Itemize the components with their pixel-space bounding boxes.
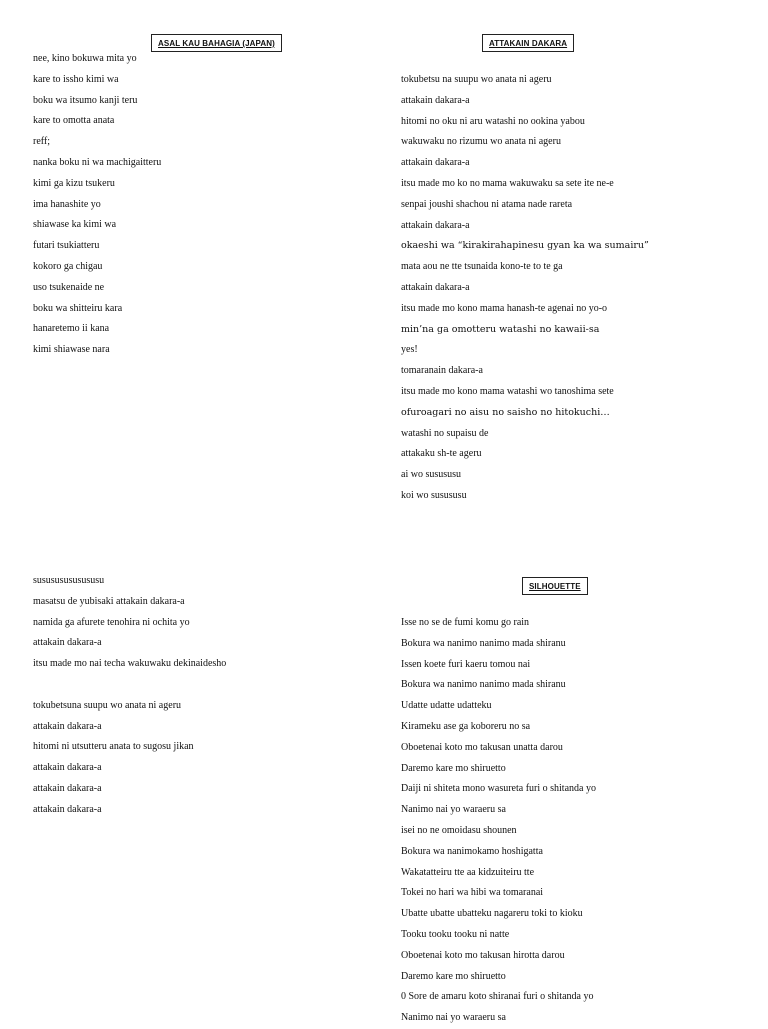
lyric-line: okaeshi wa “kirakirahapinesu gyan ka wa sumairu” xyxy=(401,240,649,252)
lyric-line: kimi ga kizu tsukeru xyxy=(33,177,115,189)
lyric-line: Kirameku ase ga koboreru no sa xyxy=(401,720,531,732)
lyrics-attakain-dakara xyxy=(401,70,649,507)
lyric-line: shiawase ka kimi wa xyxy=(33,219,117,231)
lyric-line: itsu made mo kono mama watashi wo tanoshima sete xyxy=(401,385,614,397)
lyric-line: itsu made mo nai techa wakuwaku dekinaidesho xyxy=(33,658,227,670)
lyric-line: uso tsukenaide ne xyxy=(33,281,105,293)
lyric-line: Tokei no hari wa hibi wa tomaranai xyxy=(401,887,544,899)
lyric-line: kokoro ga chigau xyxy=(33,260,103,272)
lyric-line: isei no ne omoidasu shounen xyxy=(401,824,517,836)
lyric-line: Bokura wa nanimo nanimo mada shiranu xyxy=(401,679,566,691)
lyric-line: koi wo susususu xyxy=(401,489,467,501)
lyrics-attakain-dakara-continued xyxy=(33,571,226,821)
lyric-line: tokubetsu na suupu wo anata ni ageru xyxy=(401,74,552,85)
lyric-line: nanka boku ni wa machigaitteru xyxy=(33,156,162,168)
lyric-line: min’na ga omotteru watashi no kawaii-sa xyxy=(401,323,600,335)
lyric-line: attakaku sh-te ageru xyxy=(401,448,482,460)
lyric-line: Wakatatteiru tte aa kidzuiteiru tte xyxy=(401,866,535,878)
song-title-silhouette: SILHOUETTE xyxy=(522,577,588,595)
lyric-line: susususususususu xyxy=(33,575,105,586)
lyric-line: attakain dakara-a xyxy=(33,803,102,815)
song-title-asal-kau-bahagia: ASAL KAU BAHAGIA (JAPAN) xyxy=(151,34,282,52)
lyric-line: namida ga afurete tenohira ni ochita yo xyxy=(33,616,190,628)
lyric-line: 0 Sore de amaru koto shiranai furi o shitanda yo xyxy=(401,991,594,1003)
lyric-line xyxy=(33,675,226,696)
lyric-line: boku wa itsumo kanji teru xyxy=(33,94,138,106)
lyric-line: Isse no se de fumi komu go rain xyxy=(401,617,530,628)
lyric-line: ai wo susususu xyxy=(401,469,462,481)
lyric-line: hitomi no oku ni aru watashi no ookina yabou xyxy=(401,115,585,127)
lyric-line: futari tsukiatteru xyxy=(33,240,100,252)
lyric-line: kare to issho kimi wa xyxy=(33,73,119,85)
lyric-line: itsu made mo kono mama hanash-te agenai no yo-o xyxy=(401,302,608,314)
lyric-line: reff; xyxy=(33,136,51,148)
lyric-line: itsu made mo ko no mama wakuwaku sa sete ite ne-e xyxy=(401,177,614,189)
lyric-line: attakain dakara-a xyxy=(401,157,470,169)
lyric-line: tokubetsuna suupu wo anata ni ageru xyxy=(33,699,182,711)
lyric-line: boku wa shitteiru kara xyxy=(33,302,123,314)
lyric-line: hanaretemo ii kana xyxy=(33,323,110,335)
lyric-line: ofuroagari no aisu no saisho no hitokuchi… xyxy=(401,406,610,418)
lyric-line: Daremo kare mo shiruetto xyxy=(401,970,506,982)
lyric-line: senpai joushi shachou ni atama nade rareta xyxy=(401,198,573,210)
lyric-line: attakain dakara-a xyxy=(33,720,102,732)
lyric-line: Issen koete furi kaeru tomou nai xyxy=(401,658,531,670)
lyric-line: Oboetenai koto mo takusan hirotta darou xyxy=(401,949,565,961)
lyric-line: watashi no supaisu de xyxy=(401,427,489,439)
lyric-line: Bokura wa nanimo nanimo mada shiranu xyxy=(401,637,566,649)
lyric-line: mata aou ne tte tsunaida kono-te to te ga xyxy=(401,261,563,273)
song-title-attakain-dakara: ATTAKAIN DAKARA xyxy=(482,34,574,52)
lyrics-asal-kau-bahagia xyxy=(33,49,161,361)
lyrics-silhouette xyxy=(401,613,596,1029)
lyric-line: Nanimo nai yo waraeru sa xyxy=(401,804,506,816)
lyric-line: yes! xyxy=(401,344,418,356)
lyric-line: ima hanashite yo xyxy=(33,198,101,210)
lyric-line: attakain dakara-a xyxy=(33,637,102,649)
lyric-line: nee, kino bokuwa mita yo xyxy=(33,53,137,64)
lyric-line: hitomi ni utsutteru anata to sugosu jikan xyxy=(33,741,194,753)
lyric-line: kimi shiawase nara xyxy=(33,344,110,356)
lyric-line: Nanimo nai yo waraeru sa xyxy=(401,1012,506,1024)
lyric-line: tomaranain dakara-a xyxy=(401,365,483,377)
lyric-line: attakain dakara-a xyxy=(401,94,470,106)
lyric-line: Udatte udatte udatteku xyxy=(401,700,492,712)
lyric-line: attakain dakara-a xyxy=(33,762,102,774)
lyric-line: Tooku tooku tooku ni natte xyxy=(401,928,510,940)
lyric-line: Oboetenai koto mo takusan unatta darou xyxy=(401,741,563,753)
lyric-line: wakuwaku no rizumu wo anata ni ageru xyxy=(401,136,561,148)
lyric-line: masatsu de yubisaki attakain dakara-a xyxy=(33,595,185,607)
lyric-line: attakain dakara-a xyxy=(33,782,102,794)
lyric-line: Daiji ni shiteta mono wasureta furi o shitanda yo xyxy=(401,783,596,795)
lyric-line: Daremo kare mo shiruetto xyxy=(401,762,506,774)
lyric-line: attakain dakara-a xyxy=(401,281,470,293)
lyric-line: Bokura wa nanimokamo hoshigatta xyxy=(401,845,543,857)
lyric-line: attakain dakara-a xyxy=(401,219,470,231)
lyric-line: Ubatte ubatte ubatteku nagareru toki to kioku xyxy=(401,908,583,920)
lyric-line: kare to omotta anata xyxy=(33,115,115,127)
